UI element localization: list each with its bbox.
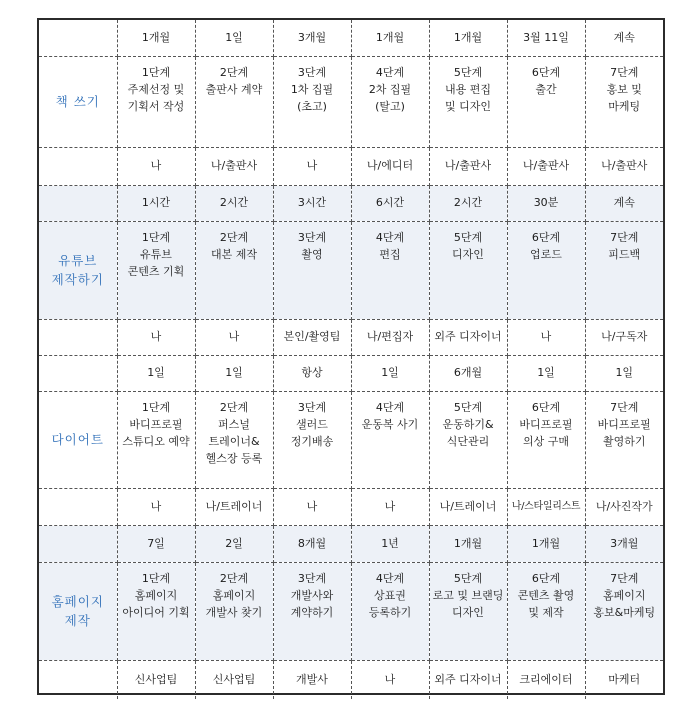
book-writing-owner-row xyxy=(39,147,663,185)
owner-cell: 나/출판사 xyxy=(585,147,663,185)
step-line: 식단관리 xyxy=(446,434,490,448)
duration-cell: 3개월 xyxy=(273,20,351,56)
step-line: 2단계 xyxy=(219,65,249,79)
blank-cell xyxy=(39,185,117,221)
duration-cell: 6개월 xyxy=(429,355,507,391)
step-line: 대본 제작 xyxy=(210,247,257,261)
owner-cell: 본인/촬영팀 xyxy=(273,319,351,355)
step-cell xyxy=(195,562,273,660)
step-line: 3단계 xyxy=(297,571,327,585)
step-line: 트레이너& xyxy=(208,434,260,448)
step-cell xyxy=(351,391,429,488)
diet-category-label xyxy=(39,391,117,488)
step-line: 4단계 xyxy=(375,400,405,414)
step-line: 피드백 xyxy=(608,247,641,261)
step-line: 디자인 xyxy=(452,247,484,261)
step-line: 6단계 xyxy=(531,65,561,79)
duration-cell: 항상 xyxy=(273,355,351,391)
duration-cell: 1개월 xyxy=(507,525,585,562)
step-line: 3단계 xyxy=(297,230,327,244)
step-line: 내용 편집 xyxy=(444,82,491,96)
owner-cell: 나/출판사 xyxy=(507,147,585,185)
blank-cell xyxy=(39,319,117,355)
book-writing-step-row xyxy=(39,56,663,147)
plan-table xyxy=(39,20,663,699)
step-line: 유튜브 xyxy=(140,247,172,261)
owner-cell: 나 xyxy=(507,319,585,355)
category-line: 제작 xyxy=(64,613,91,628)
category-line: 홈페이지 xyxy=(51,593,104,609)
diet-duration-row xyxy=(39,355,663,391)
duration-cell: 1개월 xyxy=(117,20,195,56)
owner-cell: 나 xyxy=(117,319,195,355)
step-line: (탈고) xyxy=(375,99,405,113)
step-cell xyxy=(273,391,351,488)
step-cell xyxy=(117,391,195,488)
owner-cell: 나/스타일리스트 xyxy=(507,488,585,525)
owner-cell: 외주 디자이너 xyxy=(429,660,507,699)
duration-cell: 3개월 xyxy=(585,525,663,562)
step-cell xyxy=(195,56,273,147)
step-line: 콘텐츠 촬영 xyxy=(517,588,575,602)
step-line: 주제선정 및 xyxy=(127,82,185,96)
book-writing-duration-row xyxy=(39,20,663,56)
step-cell xyxy=(585,391,663,488)
blank-cell xyxy=(39,525,117,562)
step-line: 샐러드 xyxy=(296,417,328,431)
step-line: 운동복 사기 xyxy=(361,417,419,431)
owner-cell: 나 xyxy=(351,660,429,699)
step-line: 홍보&마케팅 xyxy=(593,605,656,619)
step-line: 편집 xyxy=(379,247,401,261)
step-line: 5단계 xyxy=(453,65,483,79)
step-cell xyxy=(351,562,429,660)
duration-cell: 1일 xyxy=(585,355,663,391)
step-line: 1단계 xyxy=(141,400,171,414)
step-cell xyxy=(273,221,351,319)
owner-cell: 마케터 xyxy=(585,660,663,699)
step-line: 마케팅 xyxy=(608,99,641,113)
owner-cell: 나 xyxy=(117,147,195,185)
step-line: 1차 집필 xyxy=(290,82,334,96)
step-line: 6단계 xyxy=(531,571,561,585)
owner-cell: 나/트레이너 xyxy=(195,488,273,525)
duration-cell: 1개월 xyxy=(429,20,507,56)
step-cell xyxy=(117,562,195,660)
youtube-duration-row xyxy=(39,185,663,221)
owner-cell: 외주 디자이너 xyxy=(429,319,507,355)
step-cell xyxy=(195,391,273,488)
duration-cell: 8개월 xyxy=(273,525,351,562)
step-line: 4단계 xyxy=(375,571,405,585)
step-line: 5단계 xyxy=(453,230,483,244)
category-line: 책 쓰기 xyxy=(55,93,100,109)
duration-cell: 3월 11일 xyxy=(507,20,585,56)
step-line: 디자인 xyxy=(452,605,484,619)
owner-cell: 나 xyxy=(117,488,195,525)
step-line: 2차 집필 xyxy=(368,82,412,96)
step-line: 바디프로필 xyxy=(129,417,183,431)
book-writing-category-label xyxy=(39,56,117,147)
duration-cell: 2시간 xyxy=(429,185,507,221)
step-line: 기획서 작성 xyxy=(127,99,185,113)
duration-cell: 1일 xyxy=(195,20,273,56)
step-line: 홈페이지 xyxy=(602,588,646,602)
blank-cell xyxy=(39,20,117,56)
step-line: 출판사 계약 xyxy=(205,82,263,96)
step-line: 7단계 xyxy=(610,230,639,244)
step-line: 3단계 xyxy=(297,65,327,79)
step-cell xyxy=(507,56,585,147)
step-line: 개발사와 xyxy=(290,588,334,602)
duration-cell: 1일 xyxy=(195,355,273,391)
step-line: 상표권 xyxy=(374,588,406,602)
step-line: 5단계 xyxy=(453,400,483,414)
step-line: 촬영 xyxy=(301,247,323,261)
duration-cell: 3시간 xyxy=(273,185,351,221)
owner-cell: 나/편집자 xyxy=(351,319,429,355)
owner-cell: 나 xyxy=(273,147,351,185)
youtube-step-row xyxy=(39,221,663,319)
duration-cell: 30분 xyxy=(507,185,585,221)
step-line: 로고 및 브랜딩 xyxy=(432,588,504,602)
step-line: 2단계 xyxy=(219,400,249,414)
owner-cell: 나 xyxy=(195,319,273,355)
homepage-step-row xyxy=(39,562,663,660)
step-cell xyxy=(507,221,585,319)
duration-cell: 7일 xyxy=(117,525,195,562)
duration-cell: 계속 xyxy=(585,20,663,56)
duration-cell: 1시간 xyxy=(117,185,195,221)
step-line: 바디프로필 xyxy=(597,417,651,431)
step-line: 7단계 xyxy=(610,400,639,414)
owner-cell: 신사업팀 xyxy=(117,660,195,699)
duration-cell: 1일 xyxy=(507,355,585,391)
step-line: 및 디자인 xyxy=(444,99,491,113)
duration-cell: 계속 xyxy=(585,185,663,221)
step-cell xyxy=(507,391,585,488)
step-line: 출간 xyxy=(535,82,557,96)
owner-cell: 개발사 xyxy=(273,660,351,699)
step-line: 등록하기 xyxy=(368,605,412,619)
duration-cell: 1개월 xyxy=(429,525,507,562)
duration-cell: 2일 xyxy=(195,525,273,562)
blank-cell xyxy=(39,660,117,699)
step-cell xyxy=(351,56,429,147)
owner-cell: 나/출판사 xyxy=(429,147,507,185)
step-cell xyxy=(585,221,663,319)
step-cell xyxy=(429,391,507,488)
diet-step-row xyxy=(39,391,663,488)
step-line: 7단계 xyxy=(610,571,639,585)
step-cell xyxy=(585,562,663,660)
step-cell xyxy=(351,221,429,319)
duration-cell: 6시간 xyxy=(351,185,429,221)
step-cell xyxy=(195,221,273,319)
step-line: 업로드 xyxy=(530,247,562,261)
owner-cell: 나/출판사 xyxy=(195,147,273,185)
duration-cell: 1일 xyxy=(351,355,429,391)
youtube-owner-row xyxy=(39,319,663,355)
step-line: 6단계 xyxy=(531,400,561,414)
blank-cell xyxy=(39,147,117,185)
step-line: 계약하기 xyxy=(290,605,334,619)
step-line: 2단계 xyxy=(219,230,249,244)
step-line: 1단계 xyxy=(141,571,171,585)
homepage-category-label xyxy=(39,562,117,660)
step-line: 4단계 xyxy=(375,65,405,79)
homepage-duration-row xyxy=(39,525,663,562)
category-line: 다이어트 xyxy=(51,431,104,447)
owner-cell: 나/트레이너 xyxy=(429,488,507,525)
owner-cell: 크리에이터 xyxy=(507,660,585,699)
owner-cell: 나/구독자 xyxy=(585,319,663,355)
duration-cell: 1일 xyxy=(117,355,195,391)
step-line: 개발사 찾기 xyxy=(205,605,263,619)
owner-cell: 나 xyxy=(273,488,351,525)
step-cell xyxy=(507,562,585,660)
step-cell xyxy=(429,56,507,147)
blank-cell xyxy=(39,488,117,525)
step-line: 아이디어 기획 xyxy=(122,605,190,619)
step-line: 4단계 xyxy=(375,230,405,244)
step-line: 퍼스널 xyxy=(218,417,250,431)
step-cell xyxy=(117,221,195,319)
category-line: 유튜브 xyxy=(58,252,98,268)
youtube-category-label xyxy=(39,221,117,319)
step-line: (초고) xyxy=(297,99,327,113)
step-line: 촬영하기 xyxy=(602,434,646,448)
step-line: 2단계 xyxy=(219,571,249,585)
step-line: 운동하기& xyxy=(442,417,494,431)
duration-cell: 2시간 xyxy=(195,185,273,221)
step-line: 및 제작 xyxy=(528,605,564,619)
step-cell xyxy=(117,56,195,147)
step-cell xyxy=(429,221,507,319)
step-cell xyxy=(585,56,663,147)
step-line: 3단계 xyxy=(297,400,327,414)
step-line: 콘텐츠 기획 xyxy=(127,264,185,278)
step-line: 스튜디오 예약 xyxy=(122,434,190,448)
step-line: 6단계 xyxy=(531,230,561,244)
category-line: 제작하기 xyxy=(51,272,104,287)
plan-sheet xyxy=(37,18,665,695)
blank-cell xyxy=(39,355,117,391)
step-line: 홍보 및 xyxy=(606,82,642,96)
step-cell xyxy=(429,562,507,660)
step-line: 7단계 xyxy=(610,65,639,79)
owner-cell: 나/사진작가 xyxy=(585,488,663,525)
step-line: 5단계 xyxy=(453,571,483,585)
owner-cell: 신사업팀 xyxy=(195,660,273,699)
step-line: 1단계 xyxy=(141,230,171,244)
step-cell xyxy=(273,56,351,147)
diet-owner-row xyxy=(39,488,663,525)
owner-cell: 나/에디터 xyxy=(351,147,429,185)
step-line: 홈페이지 xyxy=(134,588,178,602)
step-line: 1단계 xyxy=(141,65,171,79)
step-line: 바디프로필 xyxy=(519,417,573,431)
step-line: 홈페이지 xyxy=(212,588,256,602)
duration-cell: 1개월 xyxy=(351,20,429,56)
homepage-owner-row xyxy=(39,660,663,699)
owner-cell: 나 xyxy=(351,488,429,525)
step-line: 헬스장 등록 xyxy=(205,451,263,465)
step-line: 의상 구매 xyxy=(522,434,569,448)
step-cell xyxy=(273,562,351,660)
step-line: 정기배송 xyxy=(290,434,334,448)
duration-cell: 1년 xyxy=(351,525,429,562)
